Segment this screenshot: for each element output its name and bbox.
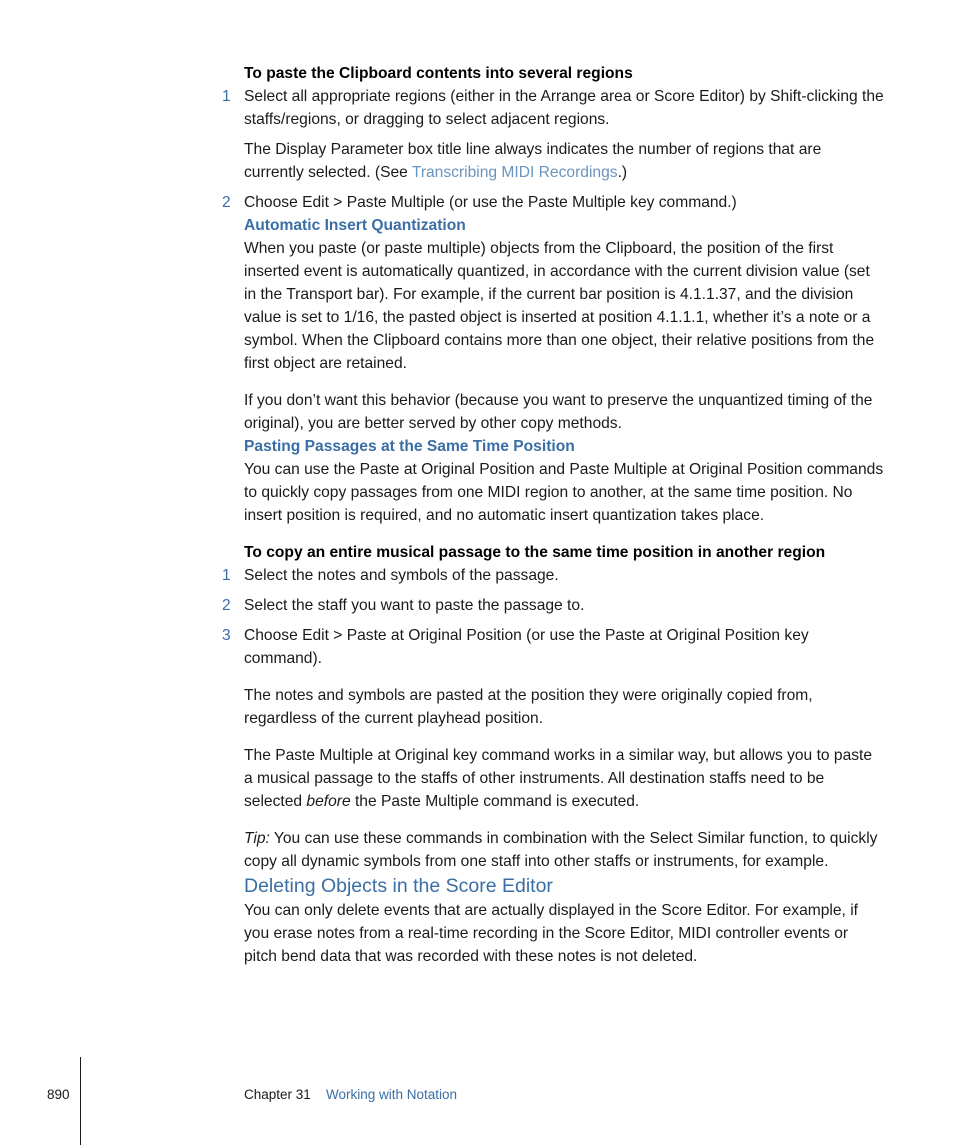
- note-text-before: The Display Parameter box title line always indicates the number of regions that are currently selected. (See: [244, 141, 822, 181]
- task-heading-copy-passage: To copy an entire musical passage to the same time position in another region: [244, 544, 826, 561]
- aiq-paragraph-2: If you don’t want this behavior (because you want to preserve the unquantized timing of the original), you are better served by other copy methods.: [244, 392, 873, 432]
- footer-divider: [80, 1057, 81, 1145]
- paragraph-text-after: the Paste Multiple command is executed.: [350, 793, 640, 810]
- transcribing-link[interactable]: Transcribing MIDI Recordings: [411, 164, 618, 181]
- step-text: Select all appropriate regions (either in the Arrange area or Score Editor) by Shift-clicking the staffs/regions, or dragging to select adjacent regions.: [244, 88, 884, 128]
- step-3: [222, 624, 884, 670]
- subheading-pasting-passages: Pasting Passages at the Same Time Position: [244, 438, 575, 455]
- copy-result-paragraph: The notes and symbols are pasted at the position they were originally copied from, regardless of the current playhead position.: [244, 687, 813, 727]
- paragraph-text-before: The Paste Multiple at Original key command works in a similar way, but allows you to paste a musical passage to the staffs of other instruments. All destination staffs need to be selected: [244, 747, 873, 810]
- chapter-title-link[interactable]: Working with Notation: [326, 1087, 458, 1102]
- step-1: [222, 564, 884, 587]
- step-number: 1: [222, 567, 231, 584]
- step-text: Select the staff you want to paste the passage to.: [244, 597, 585, 614]
- step-text: Select the notes and symbols of the passage.: [244, 567, 559, 584]
- page-number: 890: [47, 1087, 70, 1102]
- step-2: [222, 191, 884, 214]
- tip-text: You can use these commands in combination with the Select Similar function, to quickly copy all dynamic symbols from one staff into other staffs or instruments, for example.: [244, 830, 878, 870]
- page-content: [222, 62, 884, 968]
- step-1: [222, 85, 884, 131]
- step-number: 2: [222, 597, 231, 614]
- chapter-label: Chapter 31: [244, 1087, 311, 1102]
- pasting-paragraph-1: You can use the Paste at Original Position and Paste Multiple at Original Position commands to quickly copy passages from one MIDI region to another, at the same time position. No insert position is required, and no automatic insert quantization takes place.: [244, 461, 884, 524]
- note-text-after: .): [617, 164, 628, 181]
- tip-label: Tip:: [244, 830, 270, 847]
- step-number: 2: [222, 194, 231, 211]
- step-2: [222, 594, 884, 617]
- deleting-paragraph-1: You can only delete events that are actually displayed in the Score Editor. For example, if you erase notes from a real-time recording in the Score Editor, MIDI controller events or pitch bend data that was recorded with these notes is not deleted.: [244, 902, 859, 965]
- paste-multiple-paragraph: [244, 744, 884, 813]
- step-text: Choose Edit > Paste Multiple (or use the Paste Multiple key command.): [244, 194, 737, 211]
- step-text: Choose Edit > Paste at Original Position (or use the Paste at Original Position key command).: [244, 627, 809, 667]
- aiq-paragraph-1: When you paste (or paste multiple) objects from the Clipboard, the position of the first inserted event is automatically quantized, in accordance with the current division value (set in the Transport bar). For example, if the current bar position is 4.1.1.37, and the division value is set to 1/16, the pasted object is inserted at position 4.1.1.1, whether it’s a note or a symbol. When the Clipboard contains more than one object, their relative positions from the first object are retained.: [244, 240, 875, 372]
- display-parameter-note: [244, 138, 884, 184]
- tip-paragraph: [244, 827, 884, 873]
- subheading-automatic-insert-quantization: Automatic Insert Quantization: [244, 217, 466, 234]
- section-title-deleting-objects: Deleting Objects in the Score Editor: [244, 875, 553, 897]
- step-number: 1: [222, 88, 231, 105]
- task-heading-paste-several: To paste the Clipboard contents into several regions: [244, 65, 633, 82]
- emphasis-before: before: [306, 793, 351, 810]
- step-number: 3: [222, 627, 231, 644]
